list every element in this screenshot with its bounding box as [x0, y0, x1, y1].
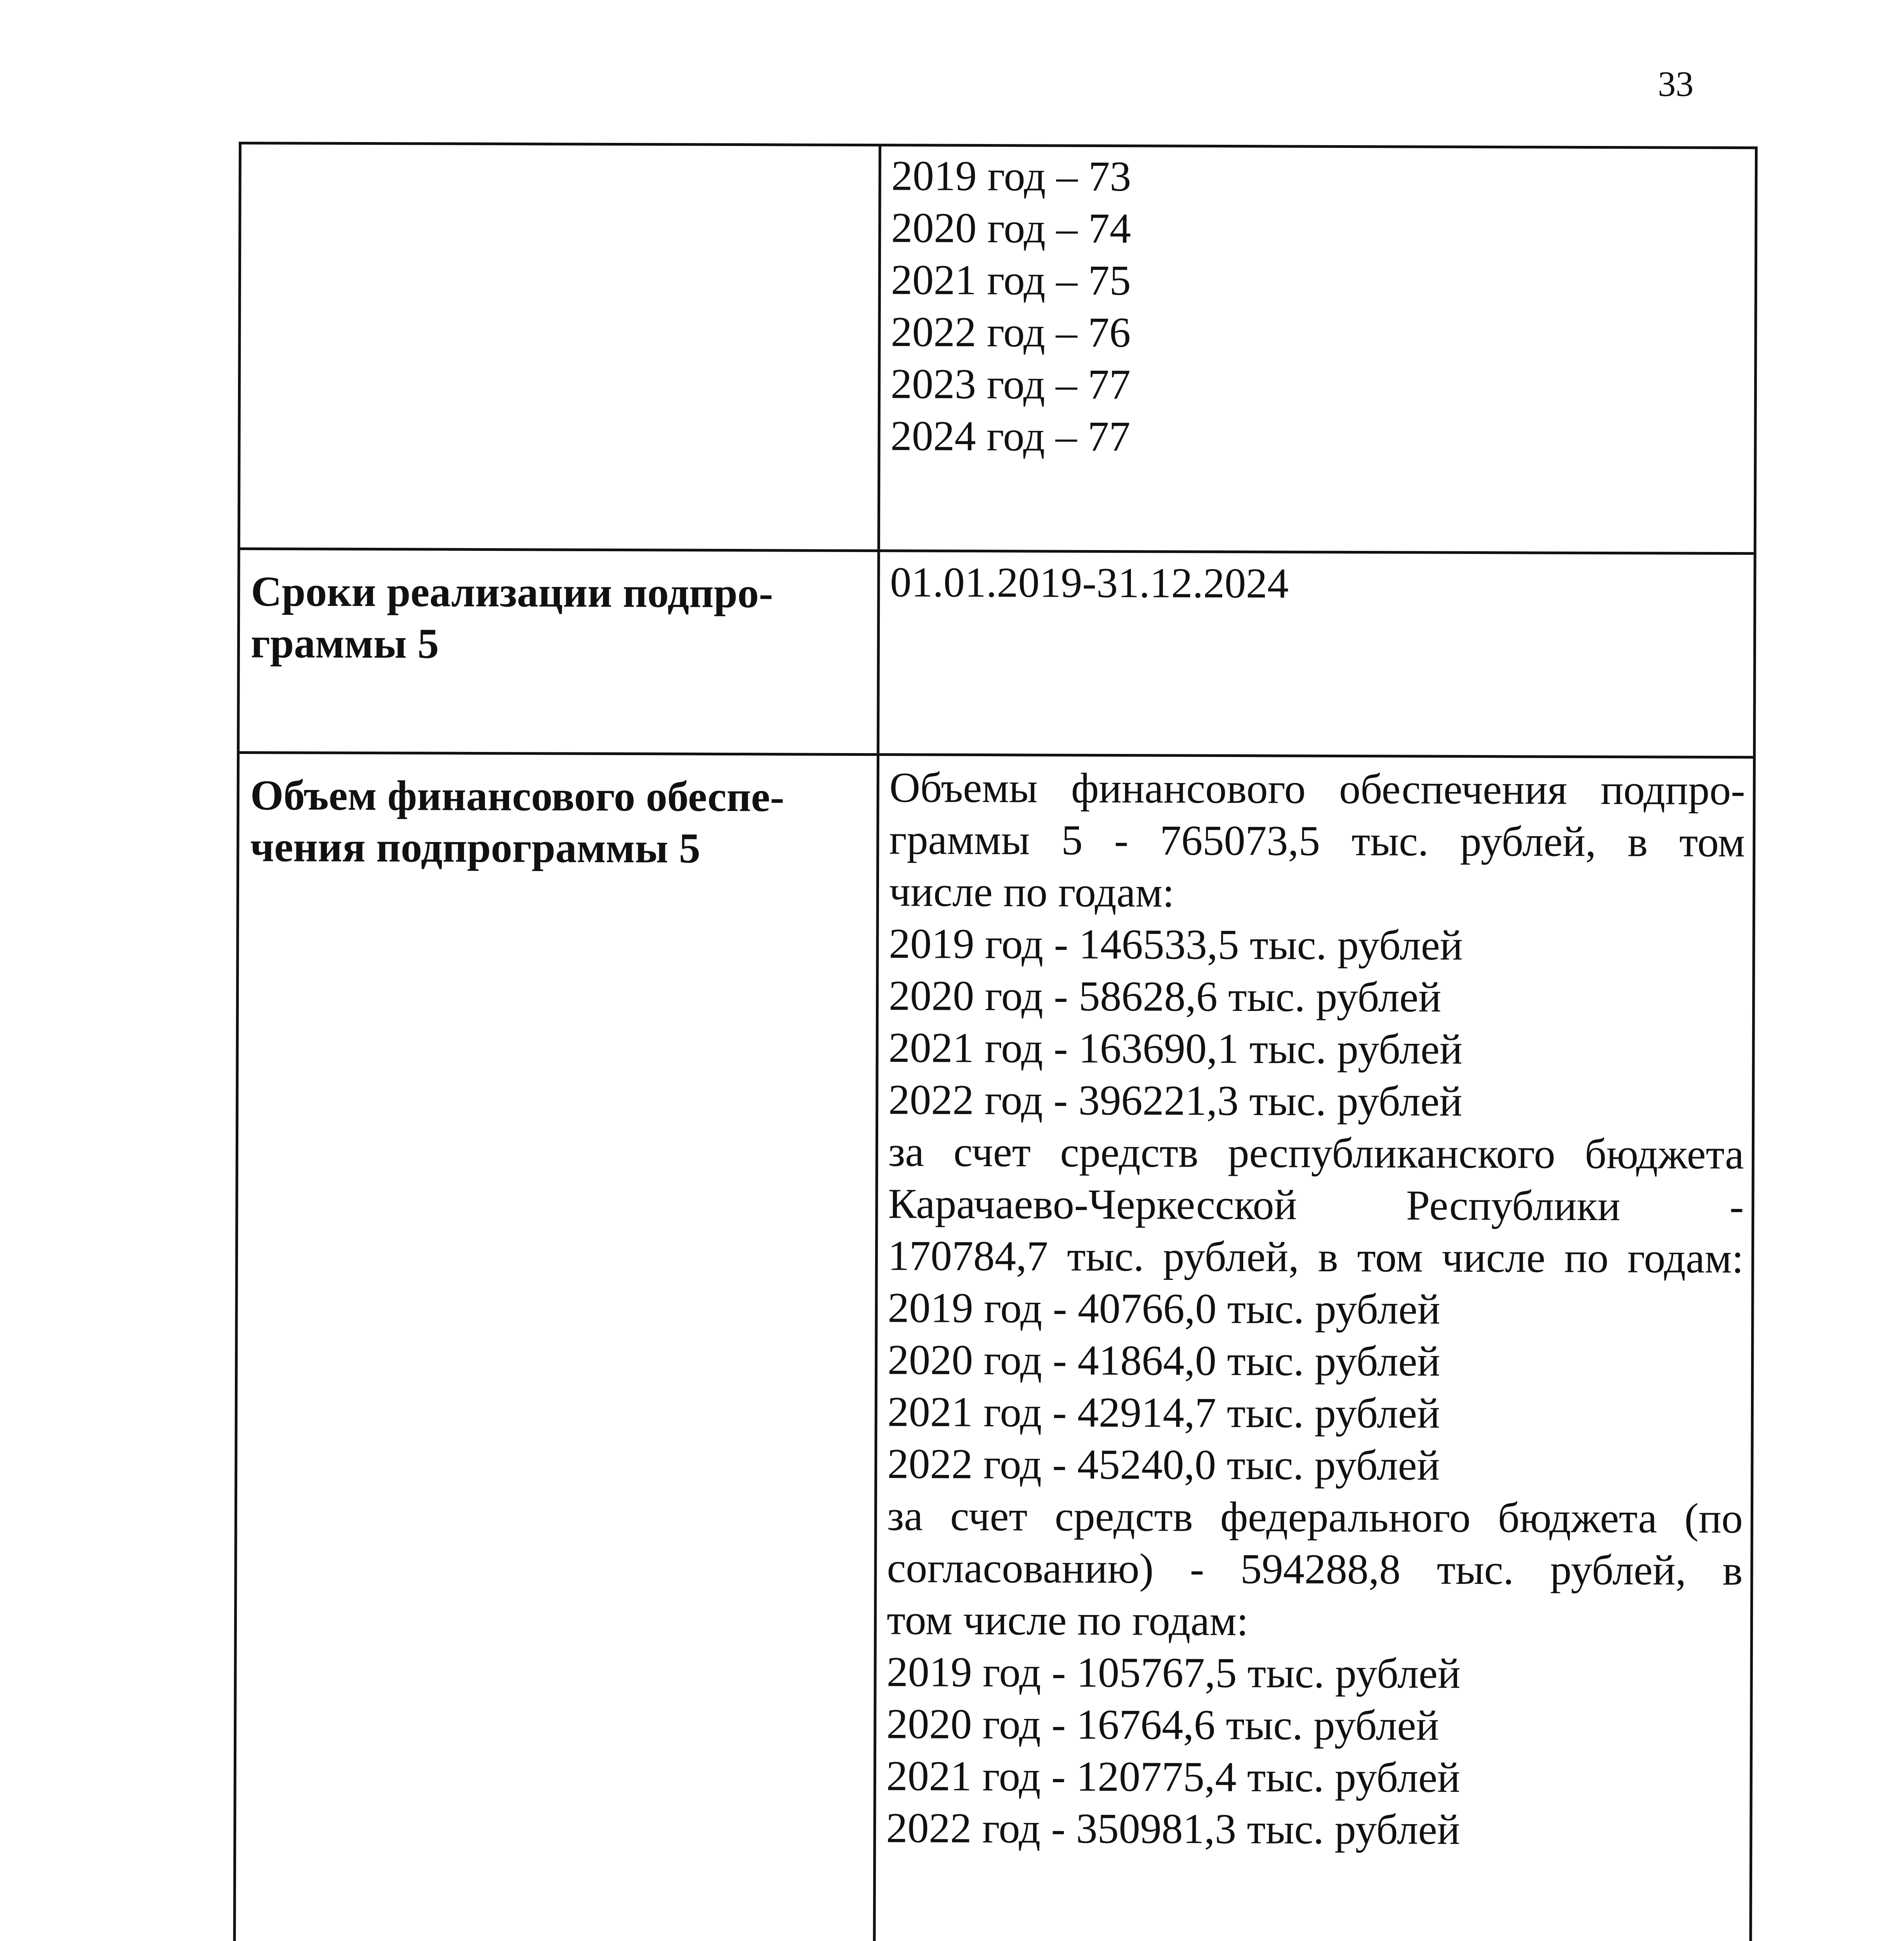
- row-label-line: чения подпрограммы 5: [250, 823, 700, 872]
- financing-year-line: 2019 год - 146533,5 тыс. рублей: [889, 920, 1463, 969]
- year-value-line: 2020 год – 74: [891, 204, 1131, 252]
- table-row-implementation-period: [237, 547, 1756, 756]
- financing-year-line: 2021 год - 120775,4 тыс. рублей: [886, 1752, 1460, 1801]
- financing-year-line: 2020 год - 58628,6 тыс. рублей: [888, 972, 1442, 1021]
- financing-year-line: 2021 год - 163690,1 тыс. рублей: [888, 1024, 1463, 1073]
- row-label-line: Объем финансового обеспе-: [250, 771, 785, 821]
- table-row-indicator-values: [238, 142, 1758, 552]
- page-number: 33: [1658, 64, 1694, 104]
- financing-text-line: согласованию) - 594288,8 тыс. рублей, в: [887, 1544, 1743, 1594]
- financing-text-line: граммы 5 - 765073,5 тыс. рублей, в том: [889, 816, 1745, 866]
- financing-text-line: за счет средств республиканского бюджета: [888, 1128, 1744, 1178]
- year-value-line: 2024 год – 77: [890, 412, 1131, 460]
- row-label-line: Сроки реализации подпро-: [251, 568, 773, 617]
- year-value-line: 2021 год – 75: [891, 256, 1131, 304]
- financing-text-line: том числе по годам:: [886, 1596, 1249, 1645]
- row-label-line: граммы 5: [250, 619, 439, 667]
- financing-text-line: числе по годам:: [889, 868, 1174, 916]
- financing-year-line: 2019 год - 40766,0 тыс. рублей: [888, 1284, 1440, 1333]
- year-value-line: 2022 год – 76: [891, 308, 1131, 356]
- table-row-financing-volume: [233, 751, 1756, 1941]
- row-label-cell: [240, 550, 880, 753]
- financing-text-line: 170784,7 тыс. рублей, в том числе по годам:: [888, 1232, 1744, 1282]
- financing-text-line: Объемы финансового обеспечения подпро-: [889, 764, 1745, 814]
- financing-year-line: 2020 год - 16764,6 тыс. рублей: [886, 1700, 1439, 1749]
- financing-year-line: 2020 год - 41864,0 тыс. рублей: [887, 1336, 1440, 1385]
- row-label-cell: [240, 144, 881, 549]
- row-value-cell: [879, 552, 1754, 756]
- row-value-cell: [875, 756, 1753, 1941]
- financing-year-line: 2021 год - 42914,7 тыс. рублей: [887, 1388, 1440, 1437]
- year-value-line: 2019 год – 73: [891, 152, 1131, 200]
- row-label-cell: [235, 754, 879, 1941]
- row-value-cell: [880, 146, 1755, 552]
- implementation-dates: 01.01.2019-31.12.2024: [890, 558, 1289, 607]
- financing-year-line: 2022 год - 45240,0 тыс. рублей: [887, 1440, 1440, 1489]
- financing-year-line: 2019 год - 105767,5 тыс. рублей: [886, 1648, 1461, 1697]
- year-value-line: 2023 год – 77: [890, 360, 1131, 408]
- financing-year-line: 2022 год - 350981,3 тыс. рублей: [886, 1804, 1460, 1853]
- financing-year-line: 2022 год - 396221,3 тыс. рублей: [888, 1076, 1463, 1125]
- financing-text-line: за счет средств федерального бюджета (по: [887, 1492, 1743, 1542]
- financing-text-line: Карачаево-Черкесской Республики -: [888, 1180, 1744, 1230]
- subprogram-passport-table: [232, 142, 1758, 1941]
